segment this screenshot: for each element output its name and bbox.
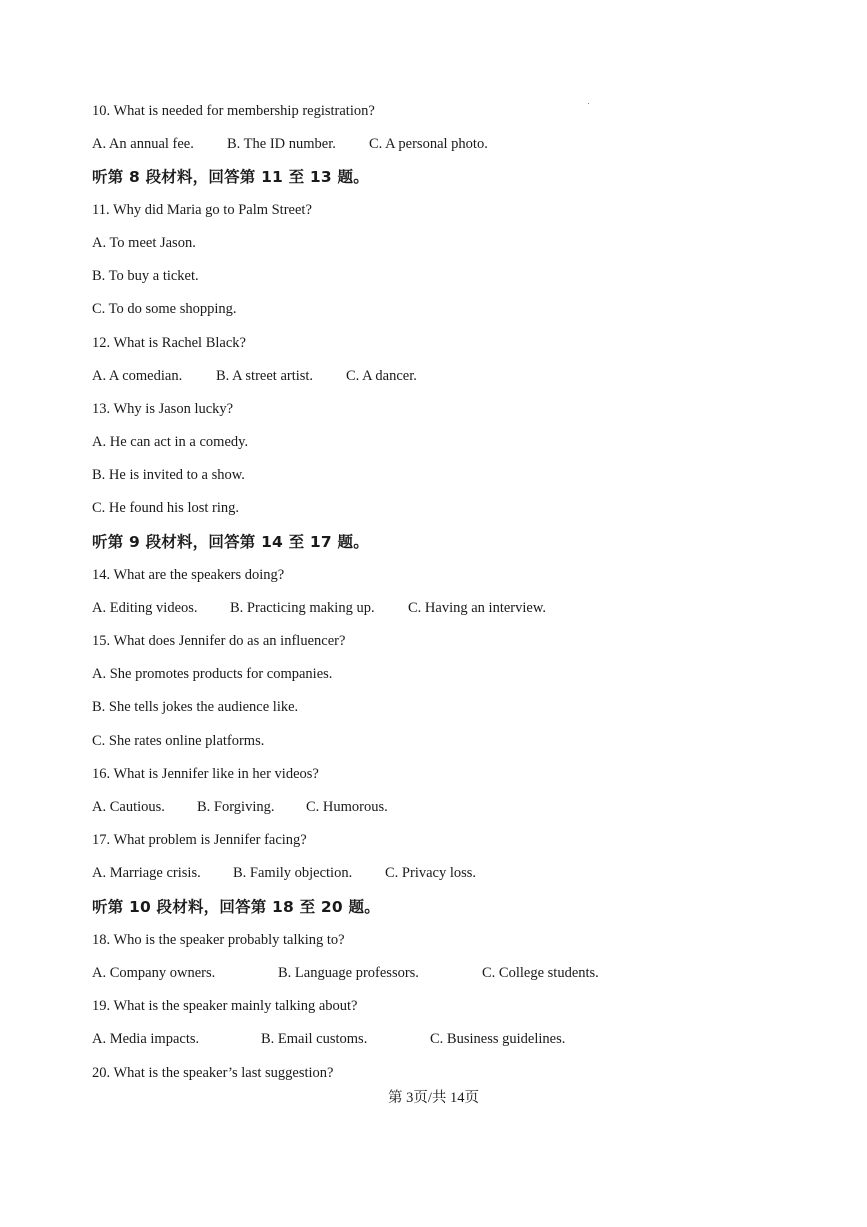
option-19-a: A. Media impacts. [92, 1031, 200, 1047]
option-17-c: C. Privacy loss. [385, 865, 477, 881]
option-12-a: A. A comedian. [92, 368, 183, 384]
option-10-b: B. The ID number. [227, 136, 336, 152]
question-14: 14. What are the speakers doing? [92, 567, 285, 583]
section-8-heading: 听第 8 段材料，回答第 11 至 13 题。 [92, 168, 369, 186]
option-16-a: A. Cautious. [92, 799, 165, 815]
question-16: 16. What is Jennifer like in her videos? [92, 766, 319, 782]
option-19-c: C. Business guidelines. [430, 1031, 566, 1047]
option-12-c: C. A dancer. [346, 368, 417, 384]
options-14 [92, 599, 792, 617]
question-15: 15. What does Jennifer do as an influencer? [92, 633, 346, 649]
option-14-c: C. Having an interview. [408, 600, 546, 616]
option-18-a: A. Company owners. [92, 965, 216, 981]
option-18-c: C. College students. [482, 965, 599, 981]
option-13-c: C. He found his lost ring. [92, 500, 240, 516]
option-15-c: C. She rates online platforms. [92, 733, 265, 749]
section-10-heading: 听第 10 段材料，回答第 18 至 20 题。 [92, 898, 380, 916]
option-15-b: B. She tells jokes the audience like. [92, 699, 299, 715]
option-14-a: A. Editing videos. [92, 600, 198, 616]
options-12 [92, 367, 792, 385]
option-19-b: B. Email customs. [261, 1031, 368, 1047]
option-16-c: C. Humorous. [306, 799, 388, 815]
question-18: 18. Who is the speaker probably talking to? [92, 932, 345, 948]
question-17: 17. What problem is Jennifer facing? [92, 832, 307, 848]
question-10: 10. What is needed for membership registration? [92, 103, 375, 119]
question-12: 12. What is Rachel Black? [92, 335, 246, 351]
option-12-b: B. A street artist. [216, 368, 314, 384]
option-14-b: B. Practicing making up. [230, 600, 375, 616]
option-13-b: B. He is invited to a show. [92, 467, 245, 483]
option-17-a: A. Marriage crisis. [92, 865, 201, 881]
question-19: 19. What is the speaker mainly talking about? [92, 998, 358, 1014]
page-footer: 第 3页/共 14页 [387, 1090, 480, 1106]
question-13: 13. Why is Jason lucky? [92, 401, 234, 417]
option-10-a: A. An annual fee. [92, 136, 194, 152]
option-11-c: C. To do some shopping. [92, 301, 237, 317]
option-17-b: B. Family objection. [233, 865, 353, 881]
options-17 [92, 864, 792, 882]
options-16 [92, 798, 792, 816]
options-18 [92, 964, 792, 982]
option-18-b: B. Language professors. [278, 965, 419, 981]
option-16-b: B. Forgiving. [197, 799, 275, 815]
scan-speck [588, 103, 589, 104]
options-19 [92, 1030, 792, 1048]
option-15-a: A. She promotes products for companies. [92, 666, 333, 682]
question-20: 20. What is the speaker’s last suggestion? [92, 1065, 334, 1081]
question-11: 11. Why did Maria go to Palm Street? [92, 202, 312, 218]
section-9-heading: 听第 9 段材料，回答第 14 至 17 题。 [92, 533, 369, 551]
option-13-a: A. He can act in a comedy. [92, 434, 249, 450]
option-10-c: C. A personal photo. [369, 136, 488, 152]
options-10 [92, 135, 792, 153]
option-11-a: A. To meet Jason. [92, 235, 196, 251]
option-11-b: B. To buy a ticket. [92, 268, 199, 284]
